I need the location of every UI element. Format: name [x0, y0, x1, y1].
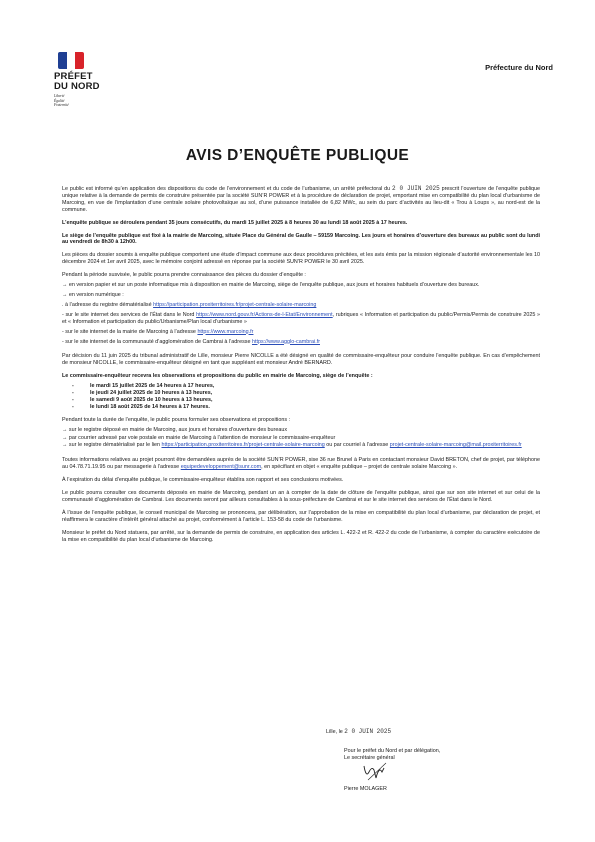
- observations-section: Pendant toute la durée de l’enquête, le public pourra formuler ses observations et propositions : → sur le registre déposé en mairie de Marcoing, aux jours et horaires d’ouverture des bureaux → par courrier adressé par voie postale en mairie de Marcoing à l’attention de monsieur le commissaire-enquêteur → sur le registre dématérialisé par le lien https://participation.proxiterritoires.fr/projet-centrale-solaire-marcoing ou par courriel à l’adresse projet-centrale-solaire-marcoing@mail.proxiterritoires.fr: [62, 416, 522, 449]
- prefecture-header: Préfecture du Nord: [485, 63, 553, 72]
- permanences-intro: Le commissaire-enquêteur recevra les observations et propositions du public en mairie de Marcoing, siège de l’enquête :: [62, 373, 373, 380]
- state-services-link[interactable]: https://www.nord.gouv.fr/Actions-de-l-Etat/Environnement: [196, 311, 333, 318]
- commissioner-paragraph: Par décision du 11 juin 2025 du tribunal administratif de Lille, monsieur Pierre NICOLLE a été désigné en qualité de commissaire-enquêteur pour conduire l’enquête publique. En cas d’empêchement de monsieur NICOLLE, le commissaire-enquêteur désigné en tant que suppléant est monsieur André BERNARD.: [62, 353, 540, 367]
- marianne-logo-icon: [58, 52, 84, 69]
- report-paragraph: À l’expiration du délai d’enquête publique, le commissaire-enquêteur établira son rapport et ses conclusions motivées.: [62, 477, 344, 484]
- enquiry-seat-paragraph: Le siège de l’enquête publique est fixé à la mairie de Marcoing, située Place du Général de Gaulle – 59159 Marcoing. Les jours et horaires d’ouverture des bureaux au public sont du lundi au vendredi de 8h30 à 12h00.: [62, 232, 540, 246]
- handwritten-signature: [360, 760, 390, 784]
- permanence-dates: [62, 383, 540, 411]
- consultation-section: Pendant la période susvisée, le public pourra prendre connaissance des pièces du dossier d’enquête : → en version papier et sur un poste informatique mis à disposition en mairie de Marcoing, siège de l’enquête publique, aux jours et horaires habituels d’ouverture des bureaux. → en version numérique : . à l’adresse du registre dématérialisé https://participation.proxiterritoires.fr/projet-centrale-solaire-marcoing - sur le site internet des services de l’État dans le Nord https://www.nord.gouv.fr/Actions-de-l-Etat/Environnement, rubriques « Information et participation du public/Permis/Permis de construire 2025 » et « Information et participation du public/Urbanisme/Plan local d’urbanisme » - sur le site internet de la mairie de Marcoing à l’adresse https://www.marcoing.fr - sur le site internet de la communauté d’agglomération de Cambrai à l’adresse https://www.agglo-cambrai.fr: [62, 272, 541, 345]
- mairie-link[interactable]: https://www.marcoing.fr: [197, 328, 254, 335]
- signature-date-stamp: 2 0 JUIN 2025: [344, 728, 392, 735]
- signature-line-2: Le secrétaire général: [344, 755, 395, 761]
- notice-body: [62, 186, 540, 550]
- prefect-decision-paragraph: Monsieur le préfet du Nord statuera, par arrêté, sur la demande de permis de construire, en application des articles L. 422-2 et R. 422-2 du code de l’urbanisme, à compter du caractère exécutoire de la mise en compatibilité du plan local d’urbanisme de Marcoing.: [62, 529, 540, 543]
- signature-place: Lille, le: [326, 729, 343, 735]
- enquiry-period-paragraph: L’enquête publique se déroulera pendant 35 jours consécutifs, du mardi 15 juillet 2025 à 8 heures 30 au lundi 18 août 2025 à 17 heures.: [62, 219, 408, 226]
- information-paragraph: Toutes informations relatives au projet pourront être demandées auprès de la société SUN’R POWER, sise 36 rue Brunel à Paris en contactant monsieur David BRETON, chef de projet, par téléphone au 04.78.71.19.95 ou par messagerie à l’adresse equipedeveloppement@sunr.com, en spécifiant en objet « enquête publique – projet de centrale solaire Marcoing ».: [62, 457, 540, 471]
- logo-title-line-2: DU NORD: [54, 81, 100, 92]
- page-title: AVIS D’ENQUÊTE PUBLIQUE: [185, 147, 410, 164]
- date-stamp: 2 0 JUIN 2025: [391, 185, 440, 192]
- municipal-council-paragraph: À l’issue de l’enquête publique, le conseil municipal de Marcoing se prononcera, par délibération, sur l’approbation de la mise en compatibilité du plan local d’urbanisme, par déclaration de projet, et réaffirmera le caractère d’intérêt général attaché au projet, conformément à l’article L. 153-58 du code de l’urbanisme.: [62, 509, 540, 523]
- list-item: - le jeudi 24 juillet 2025 de 10 heures à 13 heures,: [62, 390, 540, 397]
- consultation-after-paragraph: Le public pourra consulter ces documents déposés en mairie de Marcoing, pendant un an à compter de la date de clôture de l’enquête publique, ainsi que sur son site internet et sur celui de la communauté d’agglomération de Cambrai. Les documents seront par ailleurs consultables à la sous-préfecture de Cambrai et sur le site internet des services de l’État dans le Nord.: [62, 490, 540, 503]
- logo-motto: Liberté Égalité Fraternité: [54, 94, 69, 108]
- agglo-link[interactable]: https://www.agglo-cambrai.fr: [251, 338, 320, 345]
- intro-paragraph: Le public est informé qu’en application des dispositions du code de l’environnement et du code de l’urbanisme, un arrêté préfectoral du 2 0 JUIN 2025 prescrit l’ouverture de l’enquête publique unique relative à la demande de permis de construire présentée par la société SUN’R POWER et à la procédure de déclaration de projet, emportant mise en compatibilité du plan local d’urbanisme de Marcoing, en vue de l’implantation d’une centrale solaire photovoltaïque au sol, d’une puissance installée de 6,82 MWc, au sein du parc d’activités au lieu-dit « Trou à Loups », au nord-est de la commune.: [62, 185, 540, 213]
- developer-email-link[interactable]: equipedeveloppement@sunr.com: [180, 464, 262, 471]
- signatory-name: Pierre MOLAGER: [344, 786, 387, 792]
- registry-link[interactable]: https://participation.proxiterritoires.fr/projet-centrale-solaire-marcoing: [161, 442, 325, 449]
- dossier-paragraph: Les pièces du dossier soumis à enquête publique comportent une étude d’impact commune aux deux procédures précitées, et les avis émis par la mission régionale d’autorité environnementale les 10 décembre 2024 et 1er avril 2025, avec le mémoire conjoint adressé en réponse par la société SUN’R POWER le 30 avril 2025.: [62, 252, 540, 266]
- list-item: - le samedi 9 août 2025 de 10 heures à 13 heures,: [62, 397, 540, 404]
- list-item: - le lundi 18 août 2025 de 14 heures à 17 heures.: [62, 404, 540, 411]
- registry-link[interactable]: https://participation.proxiterritoires.fr/projet-centrale-solaire-marcoing: [153, 301, 317, 308]
- logo-title-line-1: PRÉFET: [54, 71, 93, 82]
- list-item: - le mardi 15 juillet 2025 de 14 heures à 17 heures,: [62, 383, 540, 390]
- signature-line-1: Pour le préfet du Nord et par délégation,: [344, 748, 441, 754]
- registry-email-link[interactable]: projet-centrale-solaire-marcoing@mail.proxiterritoires.fr: [389, 442, 522, 449]
- prefet-du-nord-logo: [54, 52, 114, 108]
